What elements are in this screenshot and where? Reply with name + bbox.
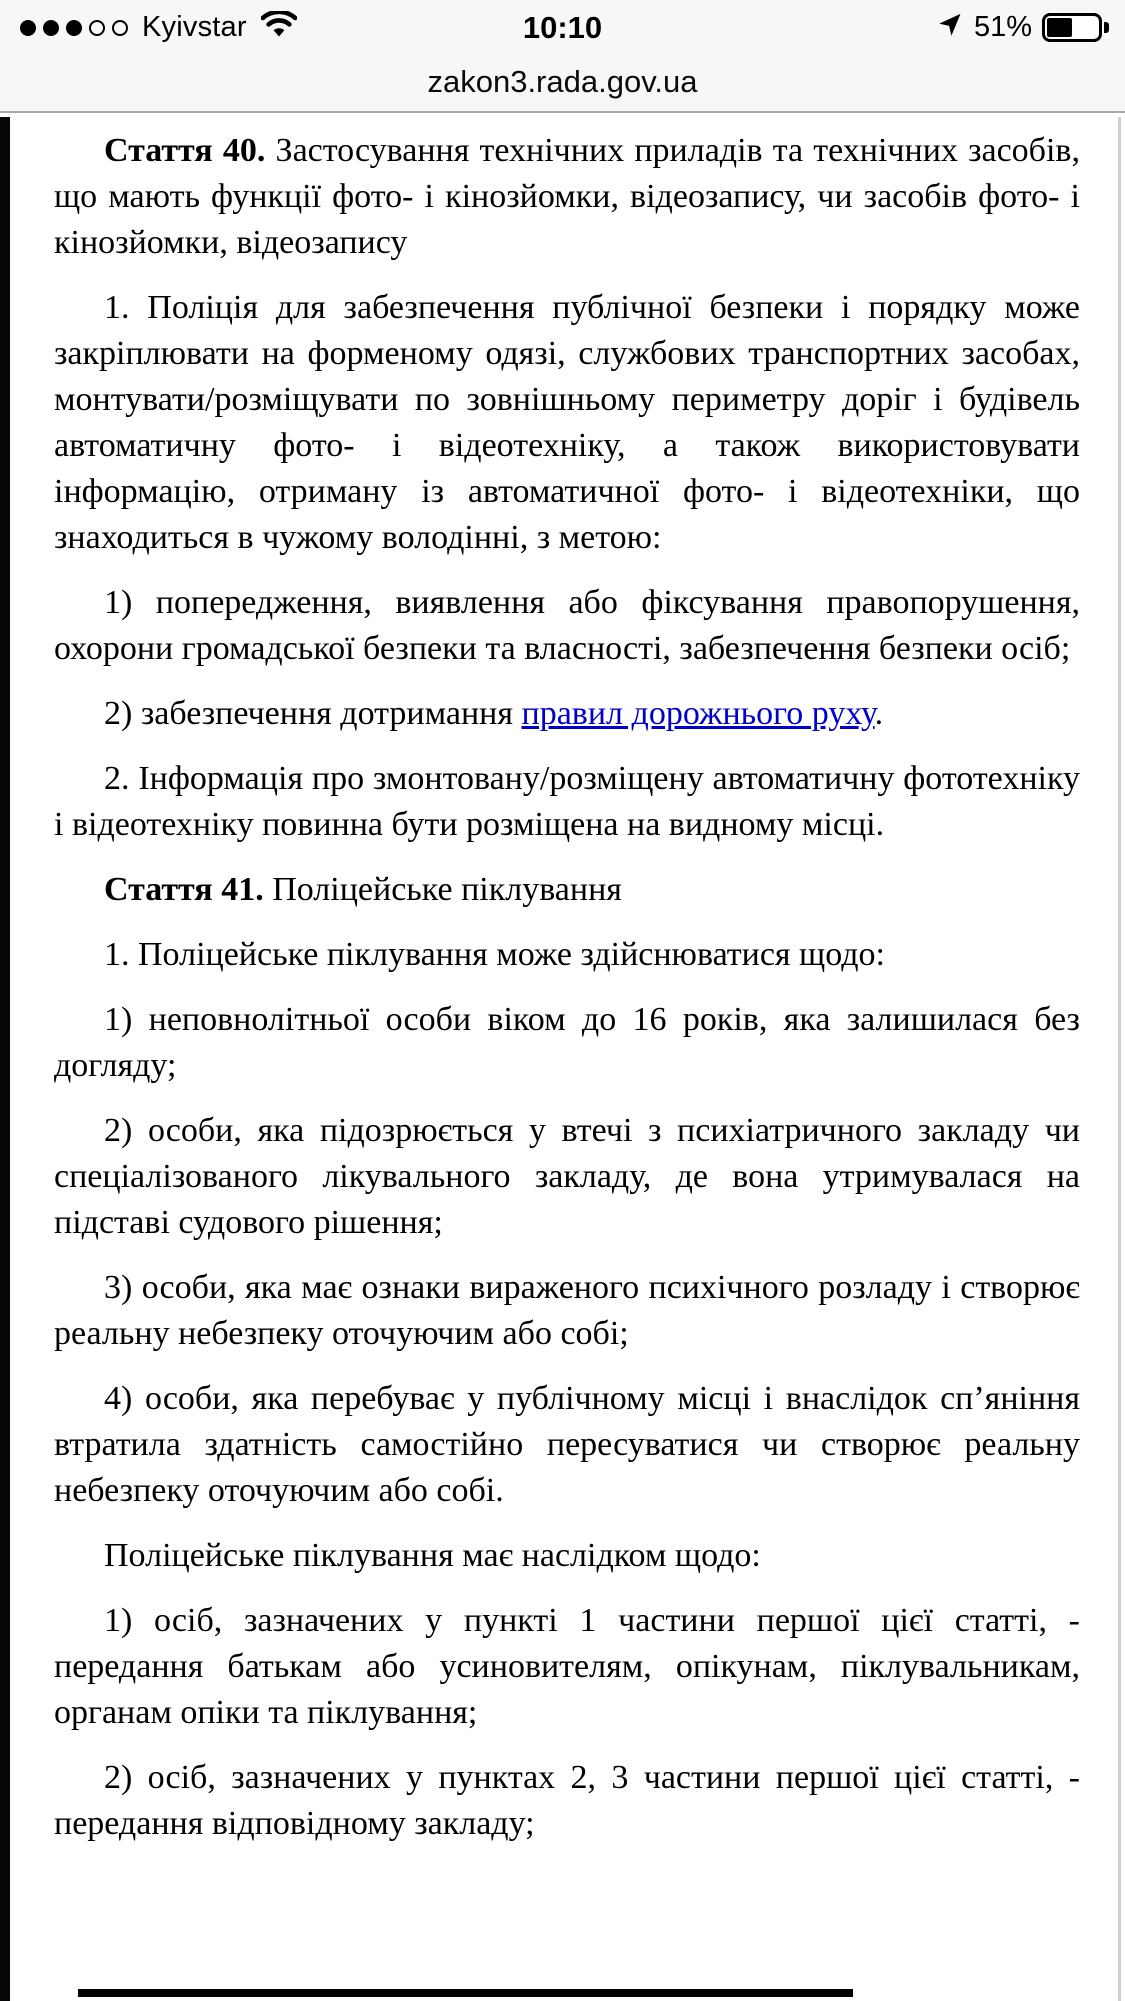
location-arrow-icon xyxy=(936,11,964,44)
paragraph: 1) неповнолітньої особи віком до 16 років, яка залишилася без догляду; xyxy=(54,1001,1080,1084)
status-time: 10:10 xyxy=(522,9,603,45)
document-body xyxy=(10,115,1118,1847)
paragraph: 1. Поліція для забезпечення публічної безпеки і порядку може закріплювати на форменому одязі, службових транспортних засобах, монтувати/розміщувати по зовнішньому периметру доріг і будівель автоматичну фото- і відеотехніку, а також використовувати інформацію, отриману із автоматичної фото- і відеотехніки, що знаходиться в чужому володінні, з метою: xyxy=(54,289,1080,556)
url-bar[interactable] xyxy=(0,52,1125,112)
battery-percent-label: 51% xyxy=(973,11,1032,43)
article-heading: Стаття 40. Застосування технічних приладів та технічних засобів, що мають функції фото- і кінозйомки, відеозапису, чи засобів фото- і кінозйомки, відеозапису xyxy=(54,132,1080,261)
paragraph: 2) осіб, зазначених у пунктах 2, 3 частини першої цієї статті, - передання відповідному закладу; xyxy=(54,1759,1080,1842)
status-bar xyxy=(0,0,1125,55)
paragraph: 2) забезпечення дотримання правил дорожнього руху. xyxy=(104,695,884,732)
clipped-next-line xyxy=(78,1989,853,1997)
article-number: Стаття 40. xyxy=(104,132,266,169)
page-right-edge-line xyxy=(1118,117,1121,2001)
url-label: zakon3.rada.gov.ua xyxy=(427,64,698,99)
battery-icon xyxy=(1042,13,1109,42)
paragraph: 1. Поліцейське піклування може здійснюватися щодо: xyxy=(104,936,886,973)
paragraph: 1) попередження, виявлення або фіксування правопорушення, охорони громадської безпеки та власності, забезпечення безпеки осіб; xyxy=(54,584,1080,667)
paragraph: 2) особи, яка підозрюється у втечі з психіатричного закладу чи спеціалізованого лікувального закладу, де вона утримувалася на підставі судового рішення; xyxy=(54,1112,1080,1241)
browser-header xyxy=(0,0,1125,113)
carrier-label: Kyivstar xyxy=(142,11,247,43)
article-heading: Стаття 41. Поліцейське піклування xyxy=(104,871,622,908)
paragraph: 4) особи, яка перебуває у публічному місці і внаслідок сп’яніння втратила здатність самостійно пересуватися чи створює реальну небезпеку оточуючим або собі. xyxy=(54,1380,1080,1509)
paragraph: 2. Інформація про змонтовану/розміщену автоматичну фототехніку і відеотехніку повинна бути розміщена на видному місці. xyxy=(54,760,1080,843)
paragraph: Поліцейське піклування має наслідком щодо: xyxy=(104,1537,761,1574)
status-right-cluster xyxy=(936,0,1109,55)
traffic-rules-link[interactable]: правил дорожнього руху xyxy=(521,695,875,732)
page-left-edge-strip xyxy=(0,117,10,2001)
article-number: Стаття 41. xyxy=(104,871,264,908)
paragraph: 3) особи, яка має ознаки вираженого психічного розладу і створює реальну небезпеку оточуючим або собі; xyxy=(54,1269,1080,1352)
paragraph: 1) осіб, зазначених у пункті 1 частини першої цієї статті, - передання батькам або усиновителям, опікунам, піклувальникам, органам опіки та піклування; xyxy=(54,1602,1080,1731)
